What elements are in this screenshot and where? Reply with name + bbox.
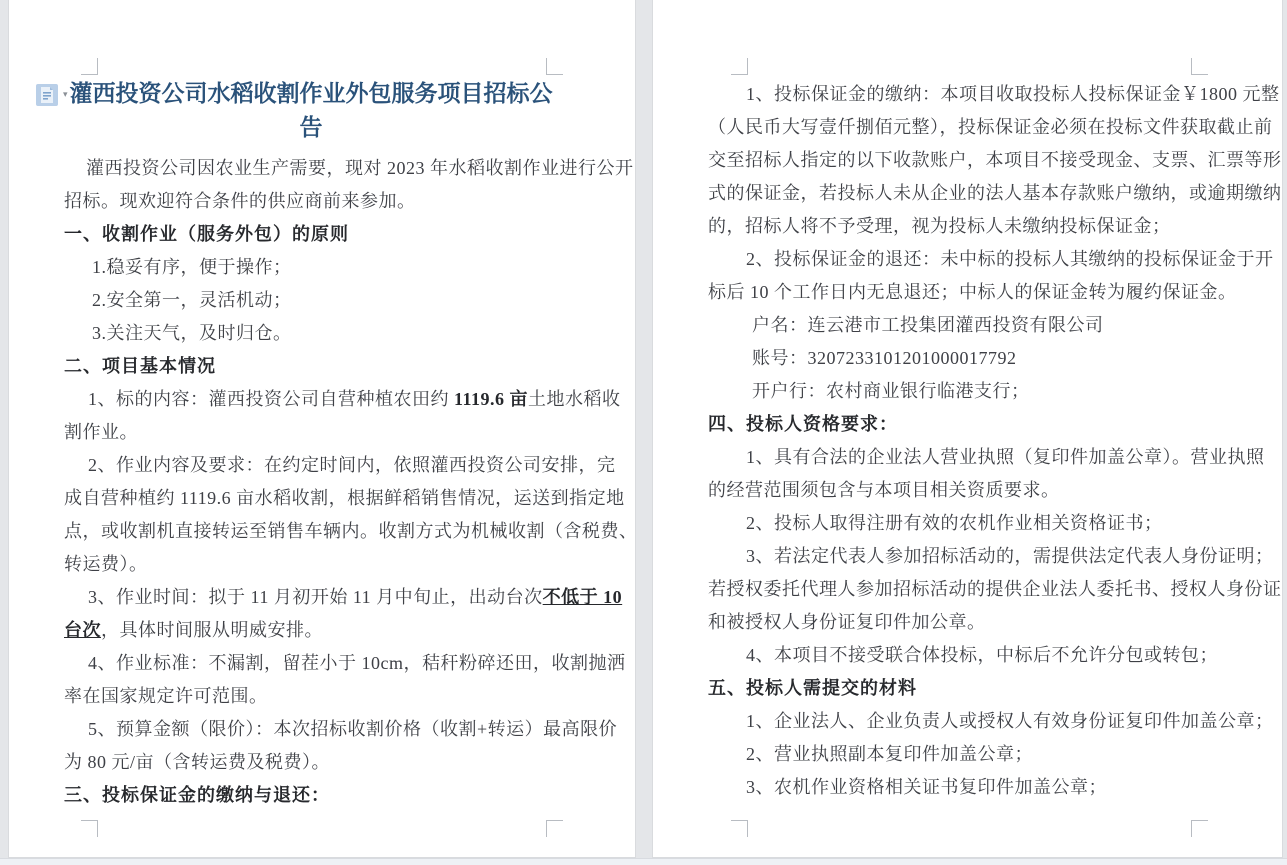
document-line: （人民币大写壹仟捌佰元整），投标保证金必须在投标文件获取截止前 (708, 117, 1273, 137)
document-line: 成自营种植约 1119.6 亩水稻收割，根据鲜稻销售情况，运送到指定地 (64, 488, 625, 508)
document-line: 割作业。 (64, 422, 138, 442)
document-line: 2、投标人取得注册有效的农机作业相关资格证书； (746, 513, 1163, 533)
document-line: 率在国家规定许可范围。 (64, 686, 268, 706)
document-line: 开户行：农村商业银行临港支行； (752, 381, 1030, 401)
margin-crop-mark (81, 820, 98, 837)
chevron-down-icon: ▾ (63, 89, 68, 100)
document-line: 4、本项目不接受联合体投标，中标后不允许分包或转包； (746, 645, 1218, 665)
margin-crop-mark (81, 58, 98, 75)
document-line: 3、作业时间：拟于 11 月初开始 11 月中旬止，出动台次不低于 10 (88, 587, 623, 607)
bottom-bar (0, 858, 1287, 865)
document-line: 1.稳妥有序，便于操作； (92, 257, 292, 277)
document-line: 为 80 元/亩（含转运费及税费）。 (64, 752, 330, 772)
document-line: 四、投标人资格要求： (708, 414, 898, 434)
document-line: 2、投标保证金的退还：未中标的投标人其缴纳的投标保证金于开 (746, 249, 1274, 269)
document-line: 账号：3207233101201000017792 (752, 348, 1017, 368)
document-line: 2、营业执照副本复印件加盖公章； (746, 744, 1033, 764)
document-line: 一、收割作业（服务外包）的原则 (64, 224, 349, 244)
document-line: 户名：连云港市工投集团灌西投资有限公司 (752, 315, 1104, 335)
document-page-2[interactable] (652, 0, 1283, 858)
margin-crop-mark (731, 58, 748, 75)
document-line: 1、投标保证金的缴纳：本项目收取投标人投标保证金￥1800 元整 (746, 84, 1280, 104)
document-line: 转运费）。 (64, 554, 148, 574)
document-line: 1、企业法人、企业负责人或授权人有效身份证复印件加盖公章； (746, 711, 1274, 731)
document-line: 4、作业标准：不漏割，留茬小于 10cm，秸秆粉碎还田，收割抛洒 (88, 653, 626, 673)
document-line: 5、预算金额（限价）：本次招标收割价格（收割+转运）最高限价 (88, 719, 618, 739)
margin-crop-mark (731, 820, 748, 837)
margin-crop-mark (546, 58, 563, 75)
document-line: 若授权委托代理人参加招标活动的提供企业法人委托书、授权人身份证 (708, 579, 1282, 599)
document-line: 1、标的内容：灌西投资公司自营种植农田约 1119.6 亩土地水稻收 (88, 389, 621, 409)
document-line: 式的保证金，若投标人未从企业的法人基本存款账户缴纳，或逾期缴纳 (708, 183, 1282, 203)
document-line: 招标。现欢迎符合条件的供应商前来参加。 (64, 191, 416, 211)
document-page-1[interactable] (8, 0, 636, 858)
margin-crop-mark (1191, 820, 1208, 837)
document-line: 3.关注天气，及时归仓。 (92, 323, 292, 343)
document-line: 点，或收割机直接转运至销售车辆内。收割方式为机械收割（含税费、 (64, 521, 638, 541)
document-line: 三、投标保证金的缴纳与退还： (64, 785, 330, 805)
margin-crop-mark (546, 820, 563, 837)
page-lines (64, 152, 638, 812)
document-line: 台次，具体时间服从明威安排。 (64, 620, 323, 640)
document-line: 2、作业内容及要求：在约定时间内，依照灌西投资公司安排，完 (88, 455, 616, 475)
document-line: 和被授权人身份证复印件加公章。 (708, 612, 986, 632)
document-line: 的经营范围须包含与本项目相关资质要求。 (708, 480, 1060, 500)
document-line: 五、投标人需提交的材料 (708, 678, 917, 698)
document-line: 3、若法定代表人参加招标活动的，需提供法定代表人身份证明； (746, 546, 1274, 566)
page-lines (708, 78, 1282, 804)
document-line: 灌西投资公司因农业生产需要，现对 2023 年水稻收割作业进行公开 (86, 158, 634, 178)
document-paste-icon (36, 84, 58, 106)
document-line: 交至招标人指定的以下收款账户，本项目不接受现金、支票、汇票等形 (708, 150, 1282, 170)
paste-options-button[interactable] (36, 83, 80, 107)
document-line: 3、农机作业资格相关证书复印件加盖公章； (746, 777, 1107, 797)
margin-crop-mark (1191, 58, 1208, 75)
document-line: 2.安全第一，灵活机动； (92, 290, 292, 310)
document-line: 二、项目基本情况 (64, 356, 216, 376)
document-line: 标后 10 个工作日内无息退还；中标人的保证金转为履约保证金。 (708, 282, 1237, 302)
document-line: 1、具有合法的企业法人营业执照（复印件加盖公章）。营业执照 (746, 447, 1265, 467)
document-title: 灌西投资公司水稻收割作业外包服务项目招标公告 (69, 80, 553, 140)
document-line: 的，招标人将不予受理，视为投标人未缴纳投标保证金； (708, 216, 1171, 236)
